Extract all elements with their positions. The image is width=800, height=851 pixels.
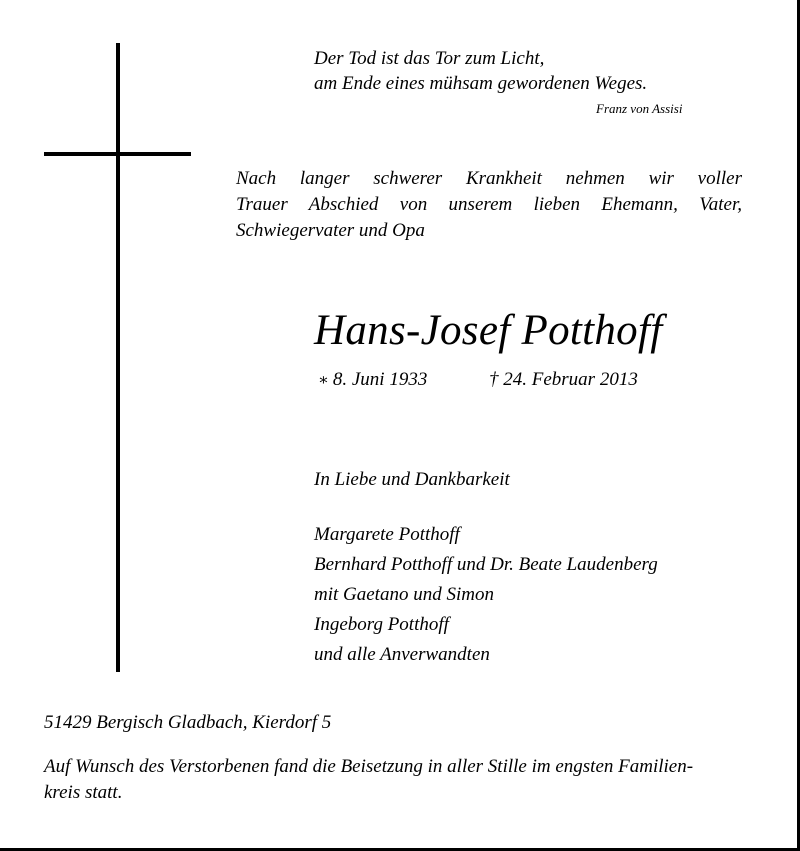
- deceased-name: Hans-Josef Potthoff: [314, 307, 663, 354]
- mourners-list: [314, 520, 658, 670]
- intro-line-1: Nach langer schwerer Krankheit nehmen wir voller: [236, 168, 742, 189]
- birth-date-text: 8. Juni 1933: [332, 369, 428, 390]
- mourner-item: Bernhard Potthoff und Dr. Beate Laudenberg: [314, 554, 658, 575]
- cross-vertical-bar: [116, 43, 120, 672]
- quote-author: Franz von Assisi: [596, 101, 683, 116]
- burial-note-line-2: kreis statt.: [44, 782, 123, 803]
- dedication: In Liebe und Dankbarkeit: [314, 469, 510, 490]
- mourner-item: mit Gaetano und Simon: [314, 584, 494, 605]
- birth-star-icon: ∗: [318, 372, 329, 389]
- cross-horizontal-bar: [44, 152, 191, 156]
- mourner-item: Margarete Potthoff: [314, 524, 460, 545]
- intro-line-3: Schwiegervater und Opa: [236, 220, 425, 241]
- quote-line-2: am Ende eines mühsam gewordenen Weges.: [314, 73, 648, 94]
- intro-text: [236, 166, 742, 244]
- death-date: † 24. Februar 2013: [489, 369, 638, 390]
- burial-note: [44, 754, 693, 806]
- mourner-item: Ingeborg Potthoff: [314, 614, 449, 635]
- mourner-item: und alle Anverwandten: [314, 644, 490, 665]
- quote: [314, 46, 647, 96]
- address: 51429 Bergisch Gladbach, Kierdorf 5: [44, 712, 332, 733]
- burial-note-line-1: Auf Wunsch des Verstorbenen fand die Beisetzung in aller Stille im engsten Familien-: [44, 756, 694, 777]
- intro-line-2: Trauer Abschied von unserem lieben Ehemann, Vater,: [236, 194, 742, 215]
- quote-line-1: Der Tod ist das Tor zum Licht,: [314, 48, 545, 69]
- birth-date: [318, 369, 427, 391]
